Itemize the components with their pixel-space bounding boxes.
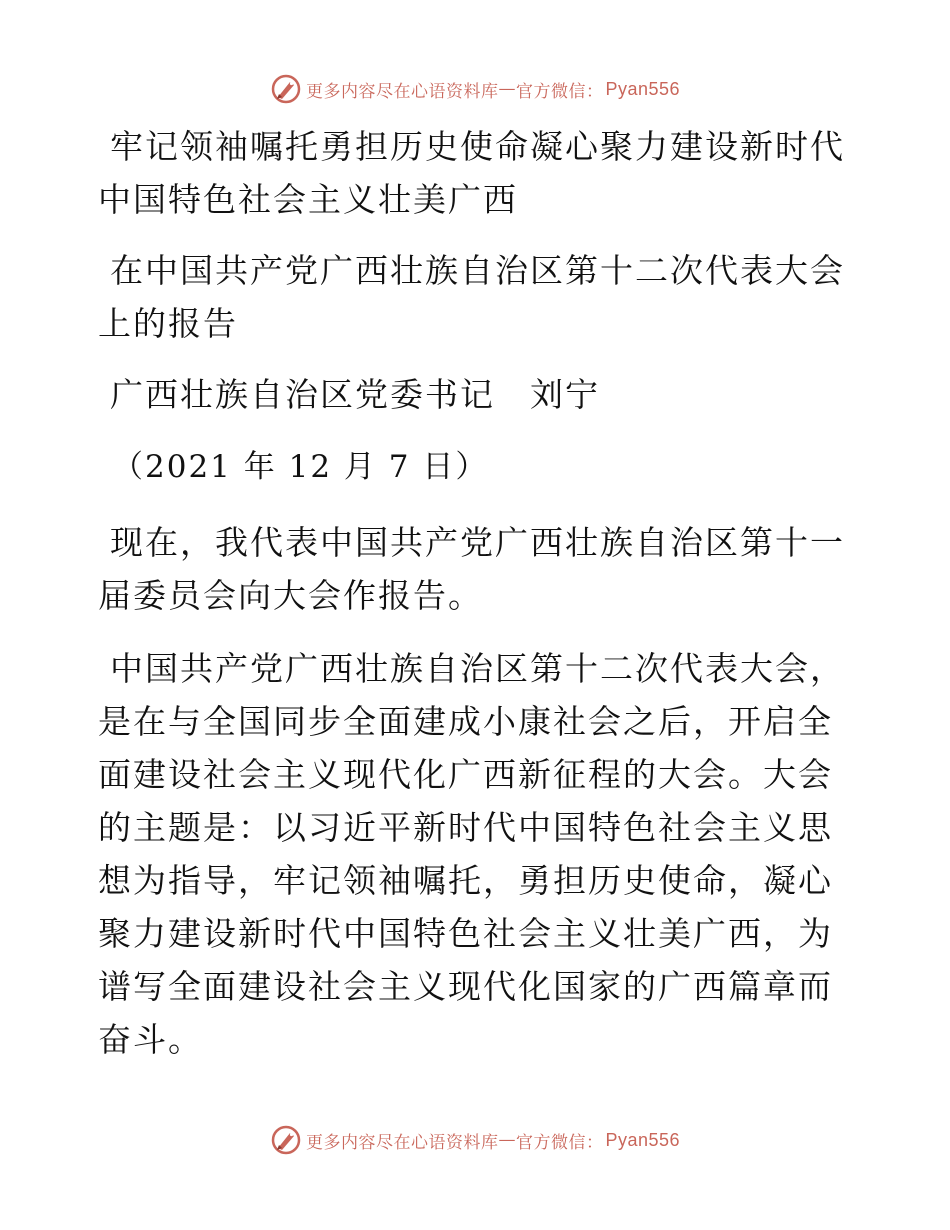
watermark-text: 更多内容尽在心语资料库 bbox=[305, 1132, 499, 1153]
watermark-separator: — bbox=[498, 79, 516, 99]
pen-logo-icon bbox=[270, 73, 302, 105]
watermark-id: Pyan556 bbox=[605, 1129, 681, 1150]
paragraph-2: 中国共产党广西壮族自治区第十二次代表大会，是在与全国同步全面建成小康社会之后，开启全面建设社会主义现代化广西新征程的大会。大会的主题是：以习近平新时代中国特色社会主义思想为指导，牢记领袖嘱托，勇担历史使命，凝心聚力建设新时代中国特色社会主义壮美广西，为谱写全面建设社会主义现代化国家的广西篇章而奋斗。 bbox=[98, 649, 845, 1059]
document-subtitle: 在中国共产党广西壮族自治区第十二次代表大会上的报告 bbox=[98, 251, 845, 343]
pen-logo-icon bbox=[270, 1124, 302, 1156]
document-author: 广西壮族自治区党委书记 刘宁 bbox=[110, 375, 600, 414]
document-body bbox=[98, 120, 858, 1086]
watermark-official-label: 官方微信： bbox=[515, 1132, 604, 1153]
footer-watermark bbox=[0, 1124, 950, 1156]
document-date: （2021 年 12 月 7 日） bbox=[112, 449, 489, 485]
watermark-id: Pyan556 bbox=[605, 78, 681, 99]
watermark-text: 更多内容尽在心语资料库 bbox=[305, 81, 499, 102]
header-watermark bbox=[0, 73, 950, 105]
watermark-separator: — bbox=[498, 1130, 516, 1150]
watermark-official-label: 官方微信： bbox=[515, 81, 604, 102]
document-title: 牢记领袖嘱托勇担历史使命凝心聚力建设新时代中国特色社会主义壮美广西 bbox=[98, 127, 845, 219]
paragraph-1: 现在，我代表中国共产党广西壮族自治区第十一届委员会向大会作报告。 bbox=[98, 523, 845, 615]
